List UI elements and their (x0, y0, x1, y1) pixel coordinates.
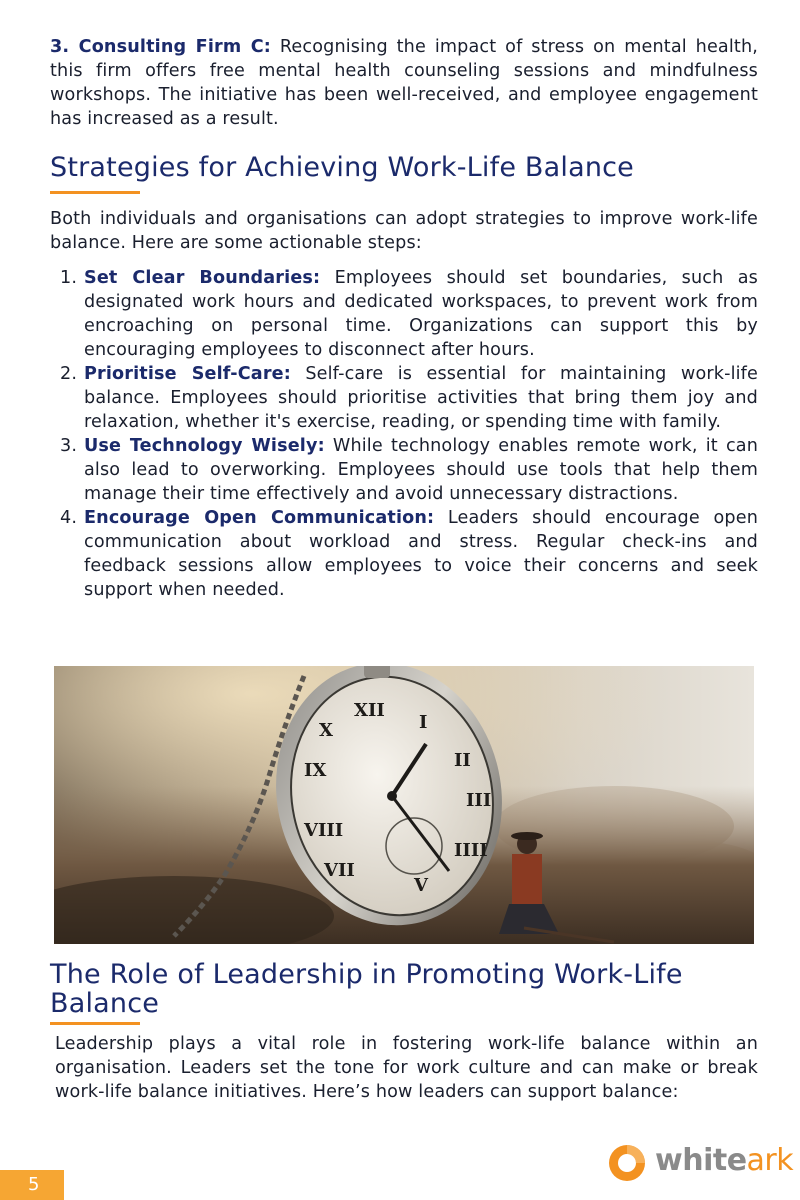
list-item-label: Use Technology Wisely: (84, 436, 325, 456)
heading-underline (50, 1022, 140, 1025)
list-number: 3. (60, 436, 78, 456)
whiteark-logo (607, 1141, 792, 1183)
list-item-text: Employees should set boundaries, such as designated work hours and dedicated workspaces, to prevent work from encroaching on personal time. Organizations can support this by encouraging employees to disconnect after hours. (84, 268, 758, 360)
pocket-watch-illustration (54, 666, 754, 944)
logo-wordmark (655, 1142, 793, 1180)
leadership-intro: Leadership plays a vital role in fostering work-life balance within an organisation. Leaders set the tone for work culture and can make or break work-life balance initiatives. Here’s how leaders can support balance: (55, 1034, 758, 1102)
logo-white: white (655, 1143, 747, 1178)
strategies-intro: Both individuals and organisations can adopt strategies to improve work-life balance. Here are some actionable steps: (50, 209, 758, 253)
list-item (60, 362, 758, 434)
svg-text:XII: XII (354, 700, 385, 721)
list-item-label: Prioritise Self-Care: (84, 364, 291, 384)
heading-underline (50, 191, 140, 194)
list-number: 1. (60, 268, 78, 288)
list-item-text: While technology enables remote work, it can also lead to overworking. Employees should use tools that help them manage their time effectively and avoid unnecessary distractions. (84, 436, 758, 504)
svg-text:X: X (319, 720, 333, 741)
svg-text:I: I (419, 712, 428, 733)
orange-ring-logo-icon (607, 1143, 647, 1183)
svg-text:IIII: IIII (454, 840, 488, 861)
svg-text:II: II (454, 750, 471, 771)
strategies-list (60, 266, 758, 602)
list-item-text: Leaders should encourage open communication about workload and stress. Regular check-ins and feedback sessions allow employees to voice their concerns and seek support when needed. (84, 508, 759, 600)
section-heading-leadership: The Role of Leadership in Promoting Work-Life Balance (50, 959, 683, 1019)
section-heading-strategies: Strategies for Achieving Work-Life Balance (50, 152, 634, 183)
svg-text:V: V (414, 875, 428, 896)
svg-text:VIII: VIII (304, 820, 344, 841)
list-item-label: Set Clear Boundaries: (84, 268, 321, 288)
case-c-label: 3. Consulting Firm C: (50, 37, 271, 57)
list-item (60, 266, 758, 362)
list-number: 4. (60, 508, 78, 528)
page-number: 5 (28, 1174, 40, 1195)
svg-text:III: III (466, 790, 492, 811)
page-number-badge (0, 1170, 64, 1200)
list-item-text: Self-care is essential for maintaining work-life balance. Employees should prioritise activities that bring them joy and relaxation, whether it's exercise, reading, or spending time with family. (84, 364, 758, 432)
case-c-paragraph (50, 35, 758, 131)
svg-text:IX: IX (304, 760, 327, 781)
list-number: 2. (60, 364, 78, 384)
pocket-watch-photo (54, 666, 754, 944)
svg-text:VII: VII (324, 860, 355, 881)
case-c-text: Recognising the impact of stress on mental health, this firm offers free mental health counseling sessions and mindfulness workshops. The initiative has been well-received, and employee engagement has increased as a result. (50, 37, 758, 129)
logo-ark: ark (746, 1143, 794, 1178)
list-item (60, 434, 758, 506)
list-item-label: Encourage Open Communication: (84, 508, 435, 528)
list-item (60, 506, 758, 602)
